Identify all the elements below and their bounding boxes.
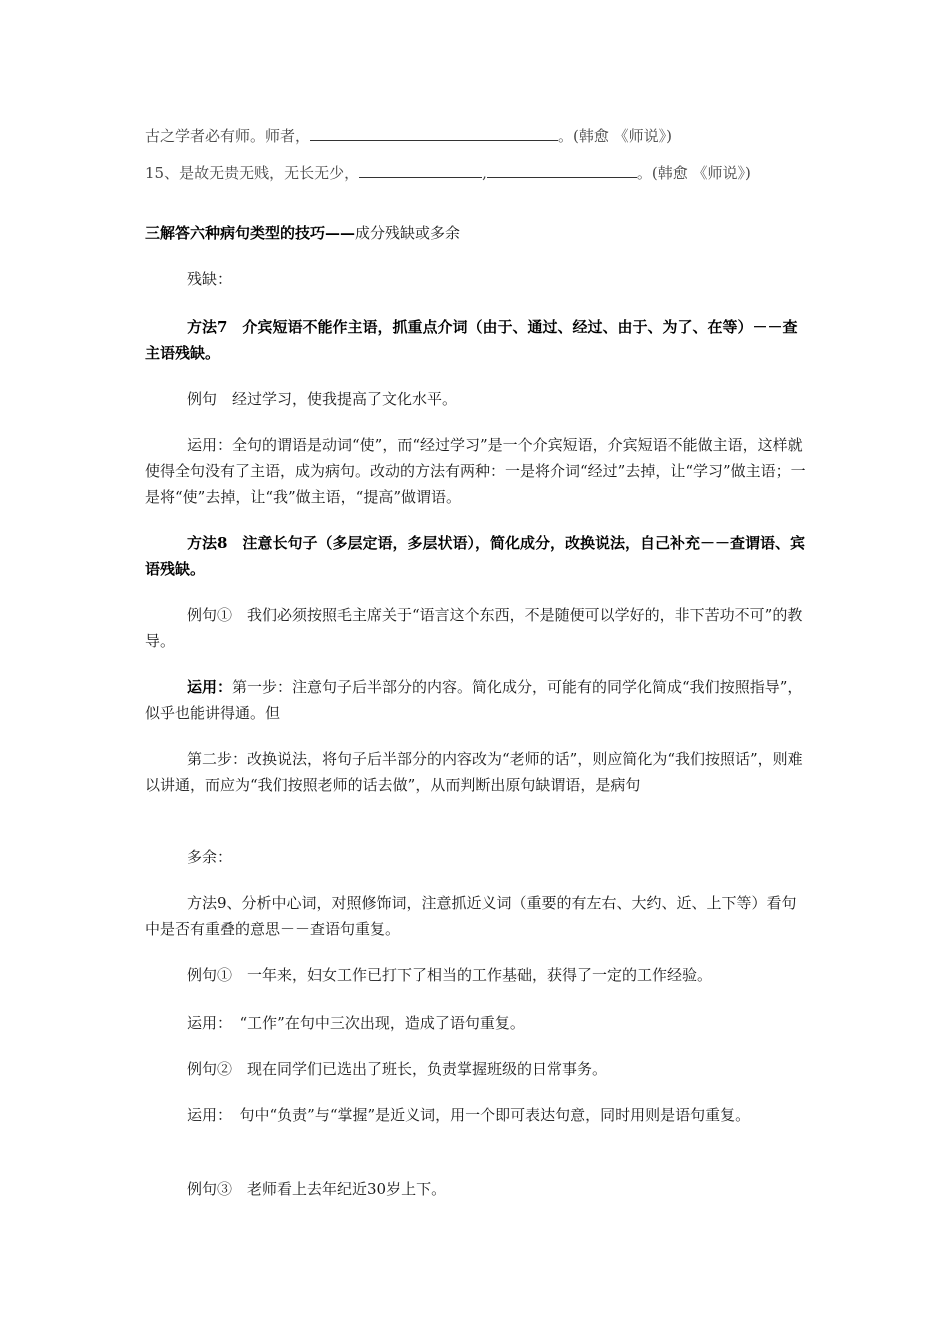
example-8: 例句① 我们必须按照毛主席关于“语言这个东西，不是随便可以学好的，非下苦功不可”的教导。 (145, 606, 803, 650)
fill-blank[interactable] (359, 163, 482, 178)
poem-line-shishuo-1: 古之学者必有师。师者， 。(韩愈 《师说》) (145, 127, 672, 145)
usage-8-step-1: 运用：第一步：注意句子后半部分的内容。简化成分，可能有的同学化简成“我们按照指导”，似乎也能讲得通。但 (145, 678, 803, 722)
question-15: 15、是故无贵无贱，无长无少， , 。(韩愈 《师说》) (145, 164, 751, 182)
section-title: 三解答六种病句类型的技巧——成分残缺或多余 (145, 224, 461, 242)
fill-blank[interactable] (487, 163, 637, 178)
example-9-3: 例句③ 老师看上去年纪近30岁上下。 (187, 1180, 447, 1198)
method-7-heading: 方法7 介宾短语不能作主语，抓重点介词（由于、通过、经过、由于、为了、在等）－－查主语残缺。 (145, 318, 798, 362)
label-duoyu: 多余： (187, 848, 233, 866)
example-9-2: 例句② 现在同学们已选出了班长，负责掌握班级的日常事务。 (187, 1060, 608, 1078)
label-canque: 残缺： (187, 270, 233, 288)
example-9-1: 例句① 一年来，妇女工作已打下了相当的工作基础，获得了一定的工作经验。 (187, 966, 713, 984)
usage-8-step-2: 第二步：改换说法，将句子后半部分的内容改为“老师的话”，则应简化为“我们按照话”，则难以讲通，而应为“我们按照老师的话去做”，从而判断出原句缺谓语，是病句 (145, 750, 803, 794)
fill-blank[interactable] (310, 126, 558, 141)
method-8-heading: 方法8 注意长句子（多层定语，多层状语），简化成分，改换说法，自己补充－－查谓语、宾语残缺。 (145, 534, 805, 578)
method-9-heading: 方法9、分析中心词，对照修饰词，注意抓近义词（重要的有左右、大约、近、上下等）看句中是否有重叠的意思－－查语句重复。 (145, 894, 797, 938)
usage-9-2: 运用： 句中“负责”与“掌握”是近义词，用一个即可表达句意，同时用则是语句重复。 (187, 1106, 751, 1124)
example-7: 例句 经过学习，使我提高了文化水平。 (187, 390, 458, 408)
usage-9-1: 运用： “工作”在句中三次出现，造成了语句重复。 (187, 1014, 525, 1032)
usage-7: 运用：全句的谓语是动词“使”，而“经过学习”是一个介宾短语，介宾短语不能做主语，这样就使得全句没有了主语，成为病句。改动的方法有两种：一是将介词“经过”去掉，让“学习”做主语；一是将“使”去掉，让“我”做主语，“提高”做谓语。 (145, 436, 806, 506)
